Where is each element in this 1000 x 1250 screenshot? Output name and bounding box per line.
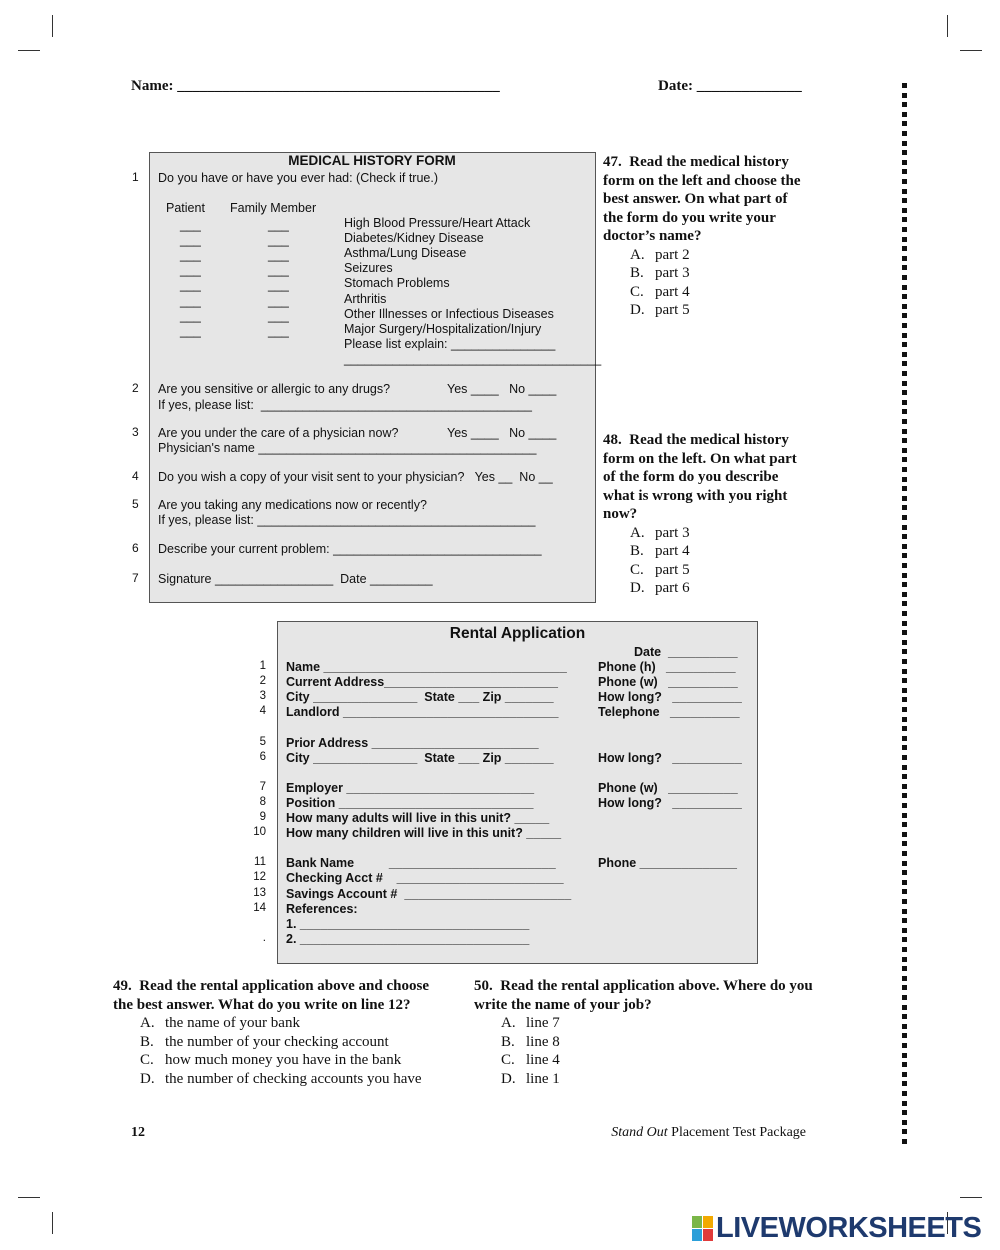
rental-field[interactable]: Name ___________________________________ [286, 660, 567, 674]
family-checkbox-blank[interactable]: ___ [268, 248, 289, 263]
perforation-dot [902, 1014, 907, 1019]
rental-field[interactable]: Position ____________________________ [286, 795, 534, 810]
perforation-dot [902, 1053, 907, 1058]
q6-text[interactable]: Describe your current problem: ______________________________ [158, 542, 542, 556]
perforation-dot [902, 870, 907, 875]
perforation-dot [902, 294, 907, 299]
answer-option-text[interactable]: part 2 [655, 246, 690, 263]
perforation-dot [902, 649, 907, 654]
condition-label: Other Illnesses or Infectious Diseases [344, 306, 554, 321]
crop-mark [947, 15, 948, 37]
perforation-dot [902, 525, 907, 530]
perforation-dot [902, 1024, 907, 1029]
perforation-dot [902, 726, 907, 731]
line-number: 7 [259, 780, 266, 793]
line-number: 9 [259, 811, 266, 823]
perforation-dot [902, 630, 907, 635]
patient-checkbox-blank[interactable]: ___ [180, 233, 201, 248]
answer-option-letter[interactable]: D. [630, 302, 645, 318]
line-number: 12 [253, 871, 266, 884]
perforation-dot [902, 784, 907, 789]
perforation-dot [902, 563, 907, 568]
perforation-dot [902, 102, 907, 107]
answer-option-text[interactable]: line 4 [526, 1052, 560, 1068]
perforation-dot [902, 937, 907, 942]
perforation-dot [902, 918, 907, 923]
answer-option-letter[interactable]: B. [501, 1033, 515, 1050]
perforation-dot [902, 227, 907, 232]
family-checkbox-blank[interactable]: ___ [268, 218, 289, 232]
patient-checkbox-blank[interactable]: ___ [180, 308, 201, 323]
answer-option-text[interactable]: part 3 [655, 524, 690, 541]
rental-field-right[interactable]: How long? __________ [598, 690, 742, 705]
answer-option-letter[interactable]: A. [630, 246, 645, 263]
perforation-dot [902, 534, 907, 539]
perforation-dot [902, 909, 907, 914]
name-field[interactable]: Name: ___________________________________________ [131, 78, 500, 94]
rental-field[interactable]: Savings Account # ________________________ [286, 886, 572, 901]
perforation-dot [902, 832, 907, 837]
q1-text: Do you have or have you ever had: (Check if true.) [158, 171, 439, 185]
rental-field[interactable]: 2. _________________________________ [286, 931, 530, 946]
perforation-dot [902, 93, 907, 98]
answer-option-text[interactable]: part 6 [655, 580, 690, 596]
perforation-dot [902, 659, 907, 664]
answer-option-text[interactable]: part 5 [655, 561, 690, 578]
perforation-dot [902, 573, 907, 578]
perforation-dot [902, 611, 907, 616]
rental-title: Rental Application [449, 625, 586, 642]
rental-field[interactable]: References: [286, 901, 358, 916]
q2-text: Are you sensitive or allergic to any drugs? [158, 382, 391, 396]
perforation-dot [902, 275, 907, 280]
answer-option-text[interactable]: the number of checking accounts you have [165, 1070, 422, 1087]
perforation-dot [902, 601, 907, 606]
answer-option-letter[interactable]: C. [630, 283, 644, 300]
answer-option-text[interactable]: line 8 [526, 1033, 560, 1050]
patient-column-header: Patient [166, 201, 205, 215]
perforation-dot [902, 880, 907, 885]
perforation-dot [902, 131, 907, 136]
perforation-dot [902, 457, 907, 462]
explain-line-2[interactable]: _____________________________________ [344, 352, 602, 366]
answer-option-text[interactable]: part 5 [655, 302, 690, 318]
perforation-dot [902, 515, 907, 520]
q5-text: Are you taking any medications now or recently? [158, 498, 427, 512]
perforation-dot [902, 477, 907, 482]
line-number: 10 [253, 826, 266, 839]
perforation-dot [902, 467, 907, 472]
question-49-text: 49. Read the rental application above and choose [113, 978, 429, 994]
perforation-dot [902, 323, 907, 328]
perforation-dot [902, 947, 907, 952]
logo-text: LIVEWORKSHEETS [716, 1212, 982, 1244]
answer-option-letter[interactable]: C. [140, 1052, 154, 1068]
crop-mark [960, 1197, 982, 1198]
line-number: 2 [259, 675, 266, 688]
rental-field-right[interactable]: Phone (w) __________ [598, 675, 738, 690]
patient-checkbox-blank[interactable]: ___ [180, 263, 201, 278]
perforation-dot [902, 957, 907, 962]
date-field[interactable]: Date: ______________ [658, 78, 802, 94]
perforation-dot [902, 985, 907, 990]
book-title [611, 1125, 806, 1141]
question-49-text: the best answer. What do you write on line 12? [113, 996, 411, 1013]
perforation-dot [902, 409, 907, 414]
perforation-dot [902, 448, 907, 453]
section-number: 1 [132, 170, 139, 184]
question-47-text: 47. Read the medical history [603, 154, 789, 170]
perforation-dot [902, 553, 907, 558]
perforation-dot [902, 1005, 907, 1010]
perforation-dot [902, 1033, 907, 1038]
q3-yes-no[interactable]: Yes ____ No ____ [447, 426, 557, 440]
perforation-dot [902, 813, 907, 818]
crop-mark [52, 1212, 53, 1234]
rental-field[interactable]: How many children will live in this unit? _____ [286, 826, 562, 841]
answer-option-letter[interactable]: D. [630, 580, 645, 596]
perforation-dot [902, 121, 907, 126]
rental-date[interactable]: Date __________ [634, 645, 738, 659]
perforation-dot [902, 169, 907, 174]
q7-signature[interactable]: Signature _________________ Date _________ [158, 572, 433, 586]
perforation-dot [902, 304, 907, 309]
answer-option-letter[interactable]: A. [501, 1015, 516, 1031]
perforation-dot [902, 678, 907, 683]
perforation-dot [902, 83, 907, 88]
line-number: 4 [259, 705, 266, 718]
explain-line[interactable]: Please list explain: _______________ [344, 337, 556, 351]
perforation-dot [902, 755, 907, 760]
patient-checkbox-blank[interactable]: ___ [180, 293, 201, 308]
section-number: 3 [132, 425, 139, 439]
answer-option-letter[interactable]: B. [140, 1033, 154, 1050]
perforation-dot [902, 1129, 907, 1134]
perforation-dot [902, 822, 907, 827]
question-48-text: what is wrong with you right [603, 487, 788, 504]
perforation-dot [902, 150, 907, 155]
rental-field[interactable]: How many adults will live in this unit? _____ [286, 811, 550, 825]
condition-label: Seizures [344, 261, 393, 276]
perforation-dot [902, 237, 907, 242]
perforation-dot [902, 381, 907, 386]
perforation-dot [902, 256, 907, 261]
book-title-rest: Placement Test Package [667, 1125, 806, 1140]
perforation-dot [902, 841, 907, 846]
perforation-dot [902, 179, 907, 184]
physician-name[interactable]: Physician's name ________________________________________ [158, 441, 537, 455]
perforation-dot [902, 486, 907, 491]
perforation-dot [902, 669, 907, 674]
perforation-dot [902, 141, 907, 146]
rental-field[interactable]: Landlord _______________________________ [286, 705, 559, 720]
family-column-header: Family Member [230, 201, 317, 215]
answer-option-letter[interactable]: D. [140, 1070, 155, 1087]
perforation-dot [902, 1101, 907, 1106]
perforation-dot [902, 851, 907, 856]
perforation-dot [902, 688, 907, 693]
family-checkbox-blank[interactable]: ___ [268, 323, 289, 338]
perforation-dot [902, 995, 907, 1000]
perforation-dot [902, 1139, 907, 1144]
question-50-text: write the name of your job? [474, 996, 652, 1013]
perforation-dot [902, 217, 907, 222]
condition-label: Asthma/Lung Disease [344, 246, 467, 261]
answer-option-letter[interactable]: A. [140, 1015, 155, 1031]
rental-field[interactable]: 1. _________________________________ [286, 916, 530, 931]
perforation-dot [902, 400, 907, 405]
crop-mark [18, 50, 40, 51]
answer-option-letter[interactable]: C. [501, 1052, 515, 1068]
rental-field-right[interactable]: Telephone __________ [598, 705, 740, 720]
question-47-text: best answer. On what part of [603, 191, 788, 207]
question-47-text: form on the left and choose the [603, 172, 801, 189]
section-number: 4 [132, 469, 139, 483]
line-number: 1 [259, 660, 266, 672]
condition-label: Stomach Problems [344, 276, 450, 291]
line-number: 6 [259, 750, 266, 763]
rental-field-right[interactable]: Phone ______________ [598, 856, 737, 871]
perforation-dot [902, 621, 907, 626]
condition-label: Diabetes/Kidney Disease [344, 231, 484, 246]
patient-checkbox-blank[interactable]: ___ [180, 248, 201, 263]
perforation-dot [902, 112, 907, 117]
family-checkbox-blank[interactable]: ___ [268, 308, 289, 323]
perforation-dot [902, 198, 907, 203]
answer-option-text[interactable]: line 7 [526, 1015, 560, 1031]
perforation-dot [902, 429, 907, 434]
perforation-dot [902, 1043, 907, 1048]
perforation-dot [902, 246, 907, 251]
perforation-dot [902, 592, 907, 597]
perforation-dot [902, 419, 907, 424]
crop-mark [960, 50, 982, 51]
perforation-dot [902, 160, 907, 165]
perforation-dot [902, 352, 907, 357]
rental-field[interactable]: Checking Acct # ________________________ [286, 871, 564, 886]
section-number: 5 [132, 497, 139, 511]
perforation-dot [902, 208, 907, 213]
answer-option-text[interactable]: part 4 [655, 543, 690, 559]
book-title-italic: Stand Out [611, 1125, 668, 1140]
perforation-dot [902, 928, 907, 933]
rental-field-right[interactable]: How long? __________ [598, 750, 742, 765]
patient-checkbox-blank[interactable]: ___ [180, 323, 201, 338]
perforation-dot [902, 899, 907, 904]
line-number: 3 [259, 690, 266, 703]
question-48-text: 48. Read the medical history [603, 432, 789, 448]
answer-option-letter[interactable]: D. [501, 1070, 516, 1087]
perforation-dot [902, 189, 907, 194]
perforation-dot [902, 889, 907, 894]
perforation-dot [902, 861, 907, 866]
question-50-text: 50. Read the rental application above. Where do you [474, 978, 813, 994]
question-48-text: form on the left. On what part [603, 450, 797, 467]
perforation-dot [902, 582, 907, 587]
crop-mark [52, 15, 53, 37]
answer-option-text[interactable]: part 4 [655, 283, 690, 300]
line-number: . [262, 931, 266, 944]
perforation-dot [902, 342, 907, 347]
section-number: 7 [132, 571, 139, 585]
question-48-text: now? [603, 506, 638, 522]
perforation-dot [902, 707, 907, 712]
perforation-dot [902, 390, 907, 395]
section-number: 2 [132, 381, 139, 395]
line-number: 8 [259, 795, 266, 808]
rental-field[interactable]: Employer ___________________________ [286, 780, 535, 795]
answer-option-text[interactable]: the name of your bank [165, 1015, 300, 1031]
rental-field[interactable]: Bank Name ________________________ [286, 856, 556, 871]
perforation-dot [902, 717, 907, 722]
question-47-text: the form do you write your [603, 209, 776, 226]
perforation-dot [902, 1081, 907, 1086]
patient-checkbox-blank[interactable]: ___ [180, 218, 201, 232]
perforation-dot [902, 736, 907, 741]
perforation-dot [902, 438, 907, 443]
question-47-text: doctor’s name? [603, 228, 702, 244]
condition-label: Major Surgery/Hospitalization/Injury [344, 321, 542, 336]
section-number: 6 [132, 541, 139, 555]
line-number: 11 [254, 856, 266, 869]
liveworksheets-logo [692, 1212, 981, 1245]
perforation-dot [902, 697, 907, 702]
perforation-dot [902, 1072, 907, 1077]
perforation-dot [902, 774, 907, 779]
rental-field[interactable]: City _______________ State ___ Zip _______ [286, 690, 554, 705]
answer-option-text[interactable]: line 1 [526, 1070, 560, 1087]
rental-field-right[interactable]: Phone (w) __________ [598, 780, 738, 795]
rental-field[interactable]: Prior Address ________________________ [286, 735, 539, 750]
family-checkbox-blank[interactable]: ___ [268, 278, 289, 293]
perforation-dot [902, 793, 907, 798]
perforation-dot [902, 313, 907, 318]
answer-option-text[interactable]: part 3 [655, 265, 690, 281]
perforation-dot [902, 745, 907, 750]
perforation-dot [902, 361, 907, 366]
answer-option-text[interactable]: the number of your checking account [165, 1033, 389, 1050]
patient-checkbox-blank[interactable]: ___ [180, 278, 201, 293]
line-number: 14 [253, 901, 266, 914]
rental-field-right[interactable]: Phone (h) __________ [598, 660, 736, 674]
line-number: 13 [253, 886, 266, 899]
answer-option-text[interactable]: how much money you have in the bank [165, 1052, 402, 1068]
perforation-dot [902, 640, 907, 645]
perforation-dot [902, 966, 907, 971]
perforation-dot [902, 976, 907, 981]
family-checkbox-blank[interactable]: ___ [268, 293, 289, 308]
q3-text: Are you under the care of a physician now? [158, 426, 399, 440]
logo-badge-icon [692, 1216, 713, 1241]
answer-option-letter[interactable]: C. [630, 561, 644, 578]
condition-label: High Blood Pressure/Heart Attack [344, 216, 531, 230]
perforation-dot [902, 371, 907, 376]
line-number: 5 [259, 735, 266, 748]
condition-label: Arthritis [344, 291, 387, 306]
q4-text[interactable]: Do you wish a copy of your visit sent to your physician? Yes __ No __ [158, 470, 553, 484]
perforation-dot [902, 265, 907, 270]
perforation-dot [902, 496, 907, 501]
rental-field[interactable]: City _______________ State ___ Zip _______ [286, 750, 554, 765]
q2-list[interactable]: If yes, please list: _______________________________________ [158, 398, 532, 412]
perforation-dot [902, 803, 907, 808]
perforation-dot [902, 1120, 907, 1125]
rental-field-right[interactable]: How long? __________ [598, 795, 742, 810]
answer-option-letter[interactable]: B. [630, 265, 644, 281]
perforation-dot [902, 765, 907, 770]
perforation-dot [902, 505, 907, 510]
perforation-dot [902, 544, 907, 549]
perforation-dot [902, 1062, 907, 1067]
crop-mark [18, 1197, 40, 1198]
q5-list[interactable]: If yes, please list: ________________________________________ [158, 513, 536, 527]
rental-field[interactable]: Current Address_________________________ [286, 675, 558, 690]
q2-yes-no[interactable]: Yes ____ No ____ [447, 382, 557, 396]
perforation-dot [902, 333, 907, 338]
answer-option-letter[interactable]: B. [630, 543, 644, 559]
question-48-text: of the form do you describe [603, 469, 779, 485]
medical-form-title: MEDICAL HISTORY FORM [288, 153, 456, 168]
perforation-dot [902, 1110, 907, 1115]
page-number: 12 [131, 1125, 145, 1140]
family-checkbox-blank[interactable]: ___ [268, 233, 289, 248]
family-checkbox-blank[interactable]: ___ [268, 263, 289, 278]
answer-option-letter[interactable]: A. [630, 524, 645, 541]
perforation-dot [902, 1091, 907, 1096]
perforation-dot [902, 285, 907, 290]
